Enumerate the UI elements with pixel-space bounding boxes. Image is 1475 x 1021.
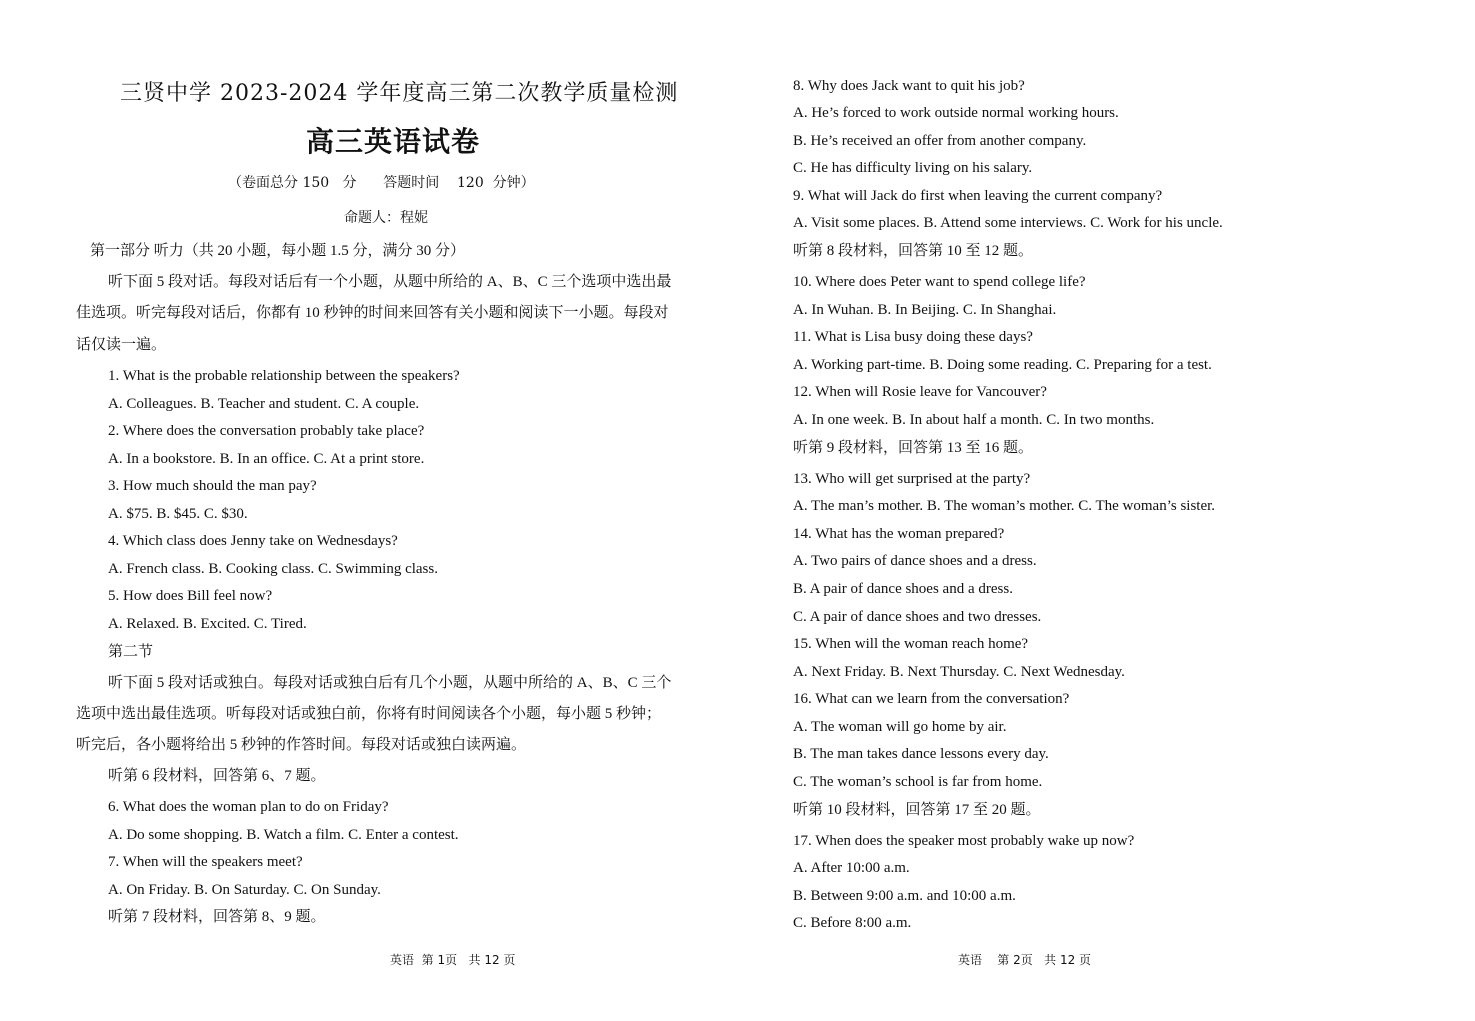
page-2-line-2: A. He’s forced to work outside normal working hours. — [793, 105, 1119, 121]
page-1-line-20: 6. What does the woman plan to do on Friday? — [108, 799, 389, 815]
page-2-line-31: C. Before 8:00 a.m. — [793, 915, 912, 931]
page-1-line-4: 话仅读一遍。 — [76, 337, 167, 353]
page-1-line-23: A. On Friday. B. On Saturday. C. On Sunday. — [108, 882, 381, 898]
page-1-line-21: A. Do some shopping. B. Watch a film. C. Enter a contest. — [108, 827, 459, 843]
page-1-line-5: 1. What is the probable relationship between the speakers? — [108, 368, 460, 384]
author-line: 命题人：程妮 — [344, 210, 428, 226]
page-2-line-30: B. Between 9:00 a.m. and 10:00 a.m. — [793, 888, 1016, 904]
page-2-line-9: A. In Wuhan. B. In Beijing. C. In Shanghai. — [793, 302, 1057, 318]
page-2-line-15: 13. Who will get surprised at the party? — [793, 471, 1031, 487]
page-1-line-8: A. In a bookstore. B. In an office. C. At a print store. — [108, 451, 425, 467]
page-1-line-9: 3. How much should the man pay? — [108, 478, 317, 494]
page-2-line-10: 11. What is Lisa busy doing these days? — [793, 329, 1033, 345]
page-2-line-1: 8. Why does Jack want to quit his job? — [793, 78, 1025, 94]
page-2-line-7: 听第 8 段材料，回答第 10 至 12 题。 — [793, 243, 1034, 259]
page-1-line-22: 7. When will the speakers meet? — [108, 854, 303, 870]
page-2-line-12: 12. When will Rosie leave for Vancouver? — [793, 384, 1047, 400]
page-2-line-25: B. The man takes dance lessons every day. — [793, 746, 1049, 762]
page-2-line-4: C. He has difficulty living on his salary. — [793, 160, 1033, 176]
page-2-line-14: 听第 9 段材料，回答第 13 至 16 题。 — [793, 440, 1034, 456]
page-2-line-19: B. A pair of dance shoes and a dress. — [793, 581, 1013, 597]
page-1-line-15: 第二节 — [108, 644, 154, 660]
page-2-line-8: 10. Where does Peter want to spend college life? — [793, 274, 1086, 290]
page-1-line-11: 4. Which class does Jenny take on Wednesdays? — [108, 533, 398, 549]
page-1-line-2: 听下面 5 段对话。每段对话后有一个小题，从题中所给的 A、B、C 三个选项中选出最 — [108, 274, 672, 290]
page-2-line-24: A. The woman will go home by air. — [793, 719, 1007, 735]
page-1-line-10: A. $75. B. $45. C. $30. — [108, 506, 248, 522]
page-2-line-16: A. The man’s mother. B. The woman’s mother. C. The woman’s sister. — [793, 498, 1216, 514]
page-2-footer: 英语 第 2页 共 12 页 — [958, 953, 1092, 967]
page-1-line-6: A. Colleagues. B. Teacher and student. C. A couple. — [108, 396, 420, 412]
page-2-line-6: A. Visit some places. B. Attend some interviews. C. Work for his uncle. — [793, 215, 1223, 231]
page-2-line-23: 16. What can we learn from the conversation? — [793, 691, 1070, 707]
page-2-line-22: A. Next Friday. B. Next Thursday. C. Next Wednesday. — [793, 664, 1125, 680]
page-2-line-26: C. The woman’s school is far from home. — [793, 774, 1043, 790]
page-2-line-18: A. Two pairs of dance shoes and a dress. — [793, 553, 1037, 569]
exam-info: （卷面总分 150 分 答题时间 120 分钟） — [228, 175, 535, 191]
exam-title: 三贤中学 2023-2024 学年度高三第二次教学质量检测 — [120, 81, 679, 106]
page-2-line-3: B. He’s received an offer from another company. — [793, 133, 1087, 149]
page-2-line-29: A. After 10:00 a.m. — [793, 860, 910, 876]
page-2-line-11: A. Working part-time. B. Doing some reading. C. Preparing for a test. — [793, 357, 1212, 373]
page-1-line-19: 听第 6 段材料，回答第 6、7 题。 — [108, 768, 326, 784]
page-2-line-13: A. In one week. B. In about half a month. C. In two months. — [793, 412, 1155, 428]
page-1-line-24: 听第 7 段材料，回答第 8、9 题。 — [108, 909, 326, 925]
page-1-line-12: A. French class. B. Cooking class. C. Swimming class. — [108, 561, 438, 577]
page-1-line-13: 5. How does Bill feel now? — [108, 588, 273, 604]
page-1-line-18: 听完后，各小题将给出 5 秒钟的作答时间。每段对话或独白读两遍。 — [76, 737, 527, 753]
page-1-line-16: 听下面 5 段对话或独白。每段对话或独白后有几个小题，从题中所给的 A、B、C 三个 — [108, 675, 672, 691]
page-2-line-28: 17. When does the speaker most probably wake up now? — [793, 833, 1135, 849]
paper-title: 高三英语试卷 — [306, 125, 481, 158]
page-2-line-5: 9. What will Jack do first when leaving the current company? — [793, 188, 1163, 204]
page-1-line-7: 2. Where does the conversation probably take place? — [108, 423, 425, 439]
page-2-line-17: 14. What has the woman prepared? — [793, 526, 1005, 542]
page-1-line-3: 佳选项。听完每段对话后，你都有 10 秒钟的时间来回答有关小题和阅读下一小题。每段对 — [76, 305, 669, 321]
page-2-line-27: 听第 10 段材料，回答第 17 至 20 题。 — [793, 802, 1041, 818]
page-1-line-1: 第一部分 听力（共 20 小题，每小题 1.5 分，满分 30 分） — [90, 243, 466, 259]
page-1-line-14: A. Relaxed. B. Excited. C. Tired. — [108, 616, 307, 632]
page-2-line-21: 15. When will the woman reach home? — [793, 636, 1029, 652]
page-1-footer: 英语 第 1页 共 12 页 — [390, 953, 516, 967]
page-2-line-20: C. A pair of dance shoes and two dresses. — [793, 609, 1042, 625]
page-1-line-17: 选项中选出最佳选项。听每段对话或独白前，你将有时间阅读各个小题，每小题 5 秒钟； — [76, 706, 662, 722]
